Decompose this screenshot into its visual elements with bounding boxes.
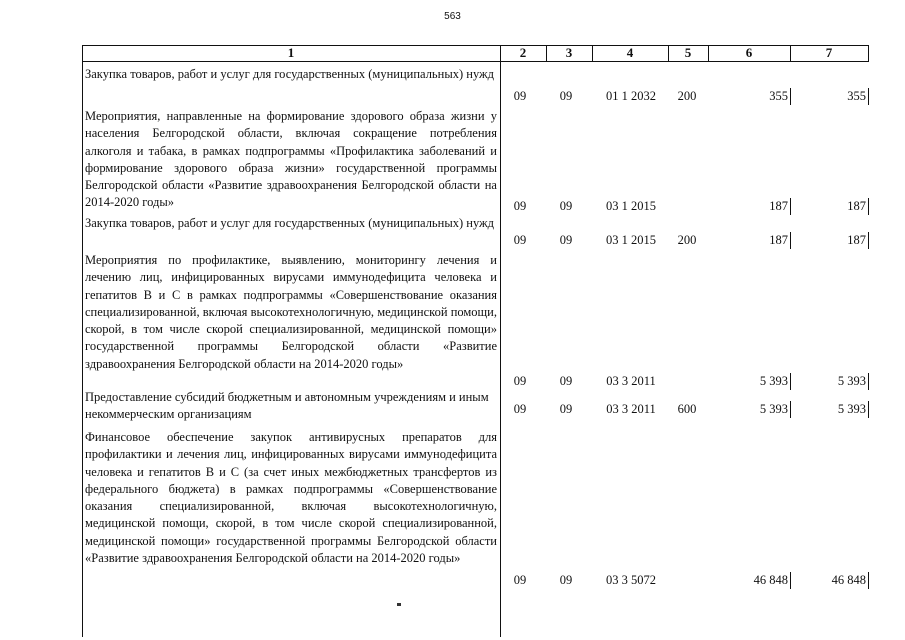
- header-col-3: 3: [565, 45, 573, 60]
- row-2-description: Мероприятия, направленные на формирование здорового образа жизни у населения Белгородской области, включая сокращение потребления алкоголя и табака, в рамках подпрограммы «Профилактика заболеваний и формирование здорового образа жизни» государственной программы Белгородской области «Развитие здравоохранения Белгородской области на 2014-2020 годы»: [85, 109, 497, 210]
- header-bottom-border: [82, 61, 869, 62]
- row-5-col-2: 09: [513, 402, 527, 416]
- row-2-col-4: 03 1 2015: [606, 199, 656, 213]
- row-5-col-6: 5 393: [759, 402, 788, 416]
- row-3-col-3: 09: [559, 233, 573, 247]
- row-4-col-3: 09: [559, 374, 573, 388]
- cell-tick: [868, 198, 869, 215]
- row-1-col-5: 200: [677, 89, 697, 103]
- table-right-border: [868, 45, 869, 61]
- row-5-col-3: 09: [559, 402, 573, 416]
- cell-tick: [868, 232, 869, 249]
- row-4-description: Мероприятия по профилактике, выявлению, мониторингу лечения и лечению лиц, инфицированных вирусами иммунодефицита человека и гепатитов В и С в рамках подпрограммы «Совершенствование оказания специализированной, включая высокотехнологичную, медицинской помощи, скорой, в том числе скорой специализированной, медицинской помощи» государственной программы Белгородской области «Развитие здравоохранения Белгородской области на 2014-2020 годы»: [85, 253, 497, 371]
- row-2-col-2: 09: [513, 199, 527, 213]
- row-2-col-7: 187: [847, 199, 866, 213]
- row-6-description: Финансовое обеспечение закупок антивирусных препаратов для профилактики и лечения лиц, инфицированных вирусами иммунодефицита человека и гепатитов В и С (за счет иных межбюджетных трансфертов из федерального бюджета) в рамках подпрограммы «Совершенствование оказания специализированной, включая высокотехнологичную, медицинской помощи, скорой, в том числе скорой специализированной, медицинской помощи» государственной программы Белгородской области «Развитие здравоохранения Белгородской области на 2014-2020 годы»: [85, 430, 497, 566]
- header-col-7: 7: [825, 45, 833, 60]
- row-6-col-7: 46 848: [831, 573, 866, 587]
- cell-tick: [790, 401, 791, 418]
- row-4-col-7: 5 393: [837, 374, 866, 388]
- cell-tick: [868, 88, 869, 105]
- row-1-col-3: 09: [559, 89, 573, 103]
- row-1-description: Закупка товаров, работ и услуг для государственных (муниципальных) нужд: [85, 67, 495, 81]
- cell-tick: [868, 373, 869, 390]
- row-5-col-4: 03 3 2011: [606, 402, 656, 416]
- row-3-col-6: 187: [769, 233, 788, 247]
- row-5-col-5: 600: [677, 402, 697, 416]
- page-number: 563: [444, 11, 461, 22]
- row-6-col-4: 03 3 5072: [606, 573, 656, 587]
- cell-tick: [790, 88, 791, 105]
- row-2-col-3: 09: [559, 199, 573, 213]
- row-1-col-7: 355: [847, 89, 866, 103]
- cell-tick: [790, 373, 791, 390]
- col-divider-1: [500, 45, 501, 637]
- header-col-6: 6: [745, 45, 753, 60]
- header-col-2: 2: [519, 45, 527, 60]
- row-6-col-2: 09: [513, 573, 527, 587]
- row-6-col-6: 46 848: [753, 573, 788, 587]
- row-1-col-4: 01 1 2032: [606, 89, 656, 103]
- header-col-4: 4: [626, 45, 634, 60]
- row-3-col-2: 09: [513, 233, 527, 247]
- row-2-col-6: 187: [769, 199, 788, 213]
- row-5-description: Предоставление субсидий бюджетным и автономным учреждениям и иным некоммерческим организациям: [85, 390, 489, 422]
- budget-table: [82, 45, 869, 637]
- row-3-col-7: 187: [847, 233, 866, 247]
- row-3-description: Закупка товаров, работ и услуг для государственных (муниципальных) нужд: [85, 216, 495, 230]
- scan-speck: [397, 603, 401, 606]
- row-3-col-4: 03 1 2015: [606, 233, 656, 247]
- row-4-col-4: 03 3 2011: [606, 374, 656, 388]
- cell-tick: [790, 572, 791, 589]
- row-4-col-2: 09: [513, 374, 527, 388]
- cell-tick: [868, 572, 869, 589]
- row-6-col-3: 09: [559, 573, 573, 587]
- cell-tick: [790, 198, 791, 215]
- header-col-5: 5: [684, 45, 692, 60]
- row-3-col-5: 200: [677, 233, 697, 247]
- row-5-col-7: 5 393: [837, 402, 866, 416]
- row-1-col-6: 355: [769, 89, 788, 103]
- row-1-col-2: 09: [513, 89, 527, 103]
- row-4-col-6: 5 393: [759, 374, 788, 388]
- cell-tick: [790, 232, 791, 249]
- cell-tick: [868, 401, 869, 418]
- header-col-1: 1: [287, 45, 295, 60]
- table-left-border: [82, 45, 83, 637]
